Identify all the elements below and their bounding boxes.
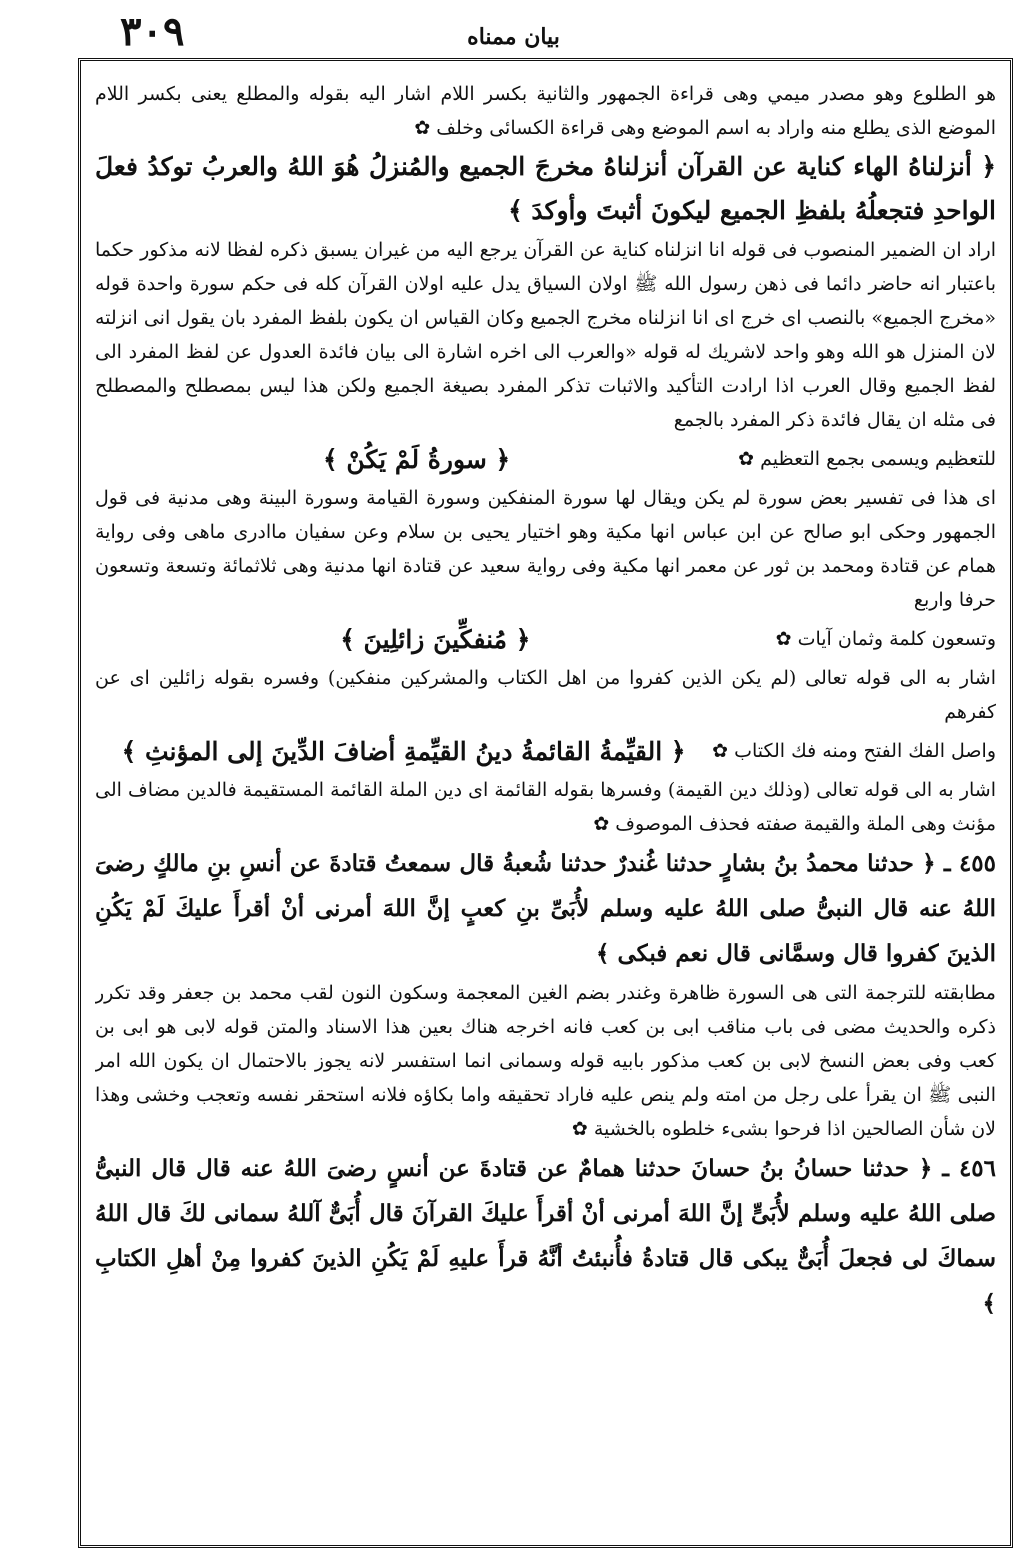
paragraph: اشار به الى قوله تعالى (لم يكن الذين كفروا من اهل الكتاب والمشركين منفكين) وفسره بقوله زائلين اى عن كفرهم xyxy=(95,667,996,723)
page-number: ٣٠٩ xyxy=(120,8,185,55)
word-heading: ﴿ القيِّمةُ القائمةُ دينُ القيِّمةِ أضافَ الدِّينَ إلى المؤنثِ ﴾ xyxy=(121,736,686,766)
section-line xyxy=(95,729,996,773)
running-head: بيان ممناه xyxy=(467,24,560,50)
section-lead-text: واصل الفك الفتح ومنه فك الكتاب ✿ xyxy=(712,740,996,762)
surah-heading: ﴿ سورةُ لَمْ يَكُنْ ﴾ xyxy=(322,444,511,474)
hadith-number: ٤٥٦ ـ xyxy=(942,1155,996,1182)
commentary-content xyxy=(95,77,996,1535)
paragraph: هو الطلوع وهو مصدر ميمي وهى قراءة الجمهور والثانية بكسر اللام اشار اليه بقوله والمطلع يعنى بكسر اللام الموضع الذى يطلع منه واراد به اسم الموضع وهى قراءة الكسائى وخلف ✿ xyxy=(95,83,996,139)
hadith-block xyxy=(95,1146,996,1326)
word-heading: ﴿ مُنفكِّينَ زائلِينَ ﴾ xyxy=(340,624,531,654)
quoted-text: ﴿ أنزلناهُ الهاء كناية عن القرآن أنزلناهُ مخرجَ الجميع والمُنزلُ هُوَ اللهُ والعربُ توكدُ فعلَ الواحدِ فتجعلُهُ بلفظِ الجميع ليكونَ أثبتَ وأوكدَ ﴾ xyxy=(95,152,996,225)
page-frame xyxy=(78,58,1013,1548)
hadith-text: ﴿ حدثنا حسانُ بنُ حسانَ حدثنا همامٌ عن قتادةَ عن أنسٍ رضىَ اللهُ عنه قال قال النبىُّ صلى اللهُ عليه وسلم لأُبَىٍّ إنَّ اللهَ أمرنى أنْ أقرأَ عليكَ القرآنَ قال أُبَىٌّ آللهُ سمانى لكَ قال اللهُ سماكَ لى فجعلَ أُبَىٌّ يبكى قال قتادةُ فأُنبئتُ أنَّهُ قرأَ عليهِ لَمْ يَكُنِ الذينَ كفروا مِنْ أهلِ الكتابِ ﴾ xyxy=(95,1155,996,1317)
hadith-number: ٤٥٥ ـ xyxy=(943,850,996,877)
section-lead-text: وتسعون كلمة وثمان آيات ✿ xyxy=(775,628,996,650)
section-lead-text: للتعظيم ويسمى بجمع التعظيم ✿ xyxy=(738,448,996,470)
hadith-block xyxy=(95,841,996,976)
page-header xyxy=(0,8,1027,58)
paragraph: اى هذا فى تفسير بعض سورة لم يكن ويقال لها سورة المنفكين وسورة القيامة وسورة البينة وهى مدنية فى قول الجمهور وحكى ابو صالح عن ابن عباس انها مكية وهو اختيار يحيى بن سلام وعن سفيان ماادرى ماهى وفى رواية همام عن قتادة ومحمد بن ثور عن معمر انها مكية وفى رواية سعيد عن قتادة انها مدنية وهى ثلاثمائة وتسعة وتسعون حرفا واربع xyxy=(95,487,996,611)
paragraph: مطابقته للترجمة التى هى السورة ظاهرة وغندر بضم الغين المعجمة وسكون النون لقب محمد بن جعفر وقد تكرر ذكره والحديث مضى فى باب مناقب ابى بن كعب فانه اخرجه هناك بعين هذا الاسناد والمتن قوله لابى هو ابى بن كعب وفى بعض النسخ لابى بن كعب مذكور بابيه قوله وسمانى انما استفسر لانه يجوز بالاحتمال ان يكون الله امر النبى ﷺ ان يقرأ على رجل من امته ولم ينص عليه فاراد تحقيقه واما بكاؤه فلانه استحقر نفسه وتعجب وخشى وهذا لان شأن الصالحين اذا فرحوا بشىء خلطوه بالخشية ✿ xyxy=(95,982,996,1140)
section-line xyxy=(95,437,996,481)
section-line xyxy=(95,617,996,661)
paragraph: اراد ان الضمير المنصوب فى قوله انا انزلناه كناية عن القرآن يرجع اليه من غيران يسبق ذكره لفظا لانه مذكور حكما باعتبار انه حاضر دائما فى ذهن رسول الله ﷺ اولان السياق يدل عليه اولان القرآن كله فى حكم سورة واحدة قوله «مخرج الجميع» بالنصب اى خرج اى انا انزلناه مخرج الجميع وكان القياس ان يكون بلفظ المفرد بان يقول انى انزلته لان المنزل هو الله وهو واحد لاشريك له قوله «والعرب الى اخره اشارة الى بيان فائدة العدول عن لفظ المفرد الى لفظ الجميع وقال العرب اذا ارادت التأكيد والاثبات تذكر المفرد بصيغة الجميع ولكن هذا ليس بمصطلح والمصطلح فى مثله ان يقال فائدة ذكر المفرد بالجمع xyxy=(95,239,996,431)
paragraph: اشار به الى قوله تعالى (وذلك دين القيمة) وفسرها بقوله القائمة اى دين الملة القائمة المستقيمة فالدين مضاف الى مؤنث وهى الملة والقيمة صفته فحذف الموصوف ✿ xyxy=(95,779,996,835)
hadith-text: ﴿ حدثنا محمدُ بنُ بشارٍ حدثنا غُندرٌ حدثنا شُعبةُ قال سمعتُ قتادةَ عن أنسِ بنِ مالكٍ رضىَ اللهُ عنه قال النبىُّ صلى اللهُ عليه وسلم لأُبَىِّ بنِ كعبٍ إنَّ اللهَ أمرنى أنْ أقرأَ عليكَ لَمْ يَكُنِ الذينَ كفروا قال وسمَّانى قال نعم فبكى ﴾ xyxy=(95,850,996,967)
